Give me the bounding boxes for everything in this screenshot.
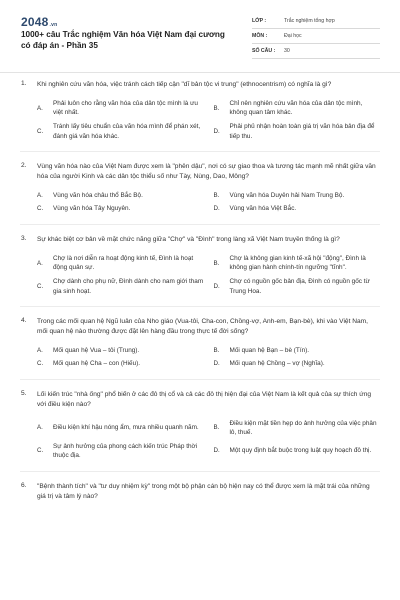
option-text: Phải phủ nhận hoàn toàn giá trị văn hóa bản địa để tiếp thu.: [229, 122, 375, 140]
answer-option[interactable]: [37, 440, 204, 463]
answer-option[interactable]: [37, 189, 204, 203]
option-letter: D.: [213, 447, 220, 455]
meta-row-class: [252, 14, 380, 29]
option-letter: C.: [37, 447, 44, 455]
answer-options: [37, 97, 380, 143]
answer-option[interactable]: [214, 97, 381, 120]
option-letter: C.: [37, 127, 44, 135]
option-letter: C.: [37, 282, 44, 290]
question-number: 2.: [21, 162, 27, 170]
question-text: Lối kiến trúc "nhà ống" phổ biến ở các đô thị cổ và cả các đô thị hiện đại của Việt Nam là kết quả của sự thích ứng với điều kiện nào?: [37, 390, 372, 408]
option-text: Chợ là nơi diễn ra hoạt động kinh tế, Đình là hoạt động quản sự.: [53, 254, 194, 272]
question-text: Vùng văn hóa nào của Việt Nam được xem là "phên dậu", nơi có sự giao thoa và tương tác mạnh mẽ nhất giữa văn hóa của người Kinh và các dân tộc thiểu số như Tày, Nùng, Dao, Mông?: [37, 163, 376, 180]
answer-option[interactable]: [37, 417, 204, 440]
answer-option[interactable]: [214, 120, 381, 143]
question: [0, 390, 400, 463]
answer-option[interactable]: [37, 202, 204, 216]
option-letter: D.: [213, 205, 220, 213]
meta-row-count: [252, 44, 380, 59]
option-text: Tránh lấy tiêu chuẩn của văn hóa mình để phán xét, đánh giá văn hóa khác.: [53, 122, 201, 140]
answer-options: [37, 189, 380, 216]
option-text: Vùng văn hóa Tây Nguyên.: [53, 205, 131, 213]
answer-option[interactable]: [214, 252, 381, 275]
meta-value: Đại học: [284, 33, 302, 39]
question-text: Trong các mối quan hệ Ngũ luân của Nho giáo (Vua-tôi, Cha-con, Chồng-vợ, Anh-em, Bạn-bè), khi vào Việt Nam, mối quan hệ nào thường được đặt lên hàng đầu trong thực tế đời sống?: [37, 318, 369, 335]
option-letter: D.: [213, 360, 220, 368]
question-divider: [20, 151, 380, 152]
option-text: Vùng văn hóa Duyên hải Nam Trung Bộ.: [229, 191, 345, 199]
question-list: [0, 80, 400, 501]
question-divider: [20, 306, 380, 307]
option-text: Điều kiện khí hậu nóng ẩm, mưa nhiều quanh năm.: [53, 424, 199, 432]
option-letter: C.: [37, 205, 44, 213]
question-divider: [20, 224, 380, 225]
option-text: Sự ảnh hưởng của phong cách kiến trúc Pháp thời thuộc địa.: [53, 442, 198, 460]
logo-text: 2048: [21, 15, 49, 29]
option-text: Mối quan hệ Cha – con (Hiếu).: [53, 360, 141, 368]
option-text: Một quy định bắt buộc trong luật quy hoạch đô thị.: [229, 447, 372, 455]
question-number: 5.: [21, 389, 27, 397]
document-title: 1000+ câu Trắc nghiệm Văn hóa Việt Nam đại cương có đáp án - Phần 35: [21, 30, 225, 50]
option-text: Vùng văn hóa Việt Bắc.: [229, 205, 297, 213]
answer-options: [37, 417, 380, 463]
question-number: 6.: [21, 481, 27, 489]
answer-options: [37, 252, 380, 298]
option-letter: A.: [37, 424, 43, 432]
answer-option[interactable]: [37, 275, 204, 298]
option-letter: D.: [213, 127, 220, 135]
option-letter: B.: [213, 424, 220, 432]
option-text: Vùng văn hóa châu thổ Bắc Bộ.: [53, 191, 143, 199]
option-text: Chợ là không gian kinh tế-xã hội "động", Đình là không gian hành chính-tín ngưỡng "tĩnh".: [229, 254, 366, 272]
question: [0, 235, 400, 298]
option-text: Điều kiện mặt tiền hẹp do ảnh hưởng của việc phân lô, thuế.: [229, 419, 377, 437]
question-text: "Bệnh thành tích" và "tư duy nhiệm kỳ" trong một bộ phận cán bộ hiện nay có thể được xem là mặt trái của những giá trị và tâm lý nào?: [37, 482, 370, 500]
question: [0, 317, 400, 371]
meta-label: MÔN :: [252, 33, 268, 39]
option-letter: B.: [213, 259, 220, 267]
answer-option[interactable]: [214, 189, 381, 203]
question: [0, 80, 400, 143]
answer-options: [37, 344, 380, 371]
question-divider: [20, 379, 380, 380]
option-text: Chợ dành cho phụ nữ, Đình dành cho nam giới tham gia sinh hoạt.: [53, 277, 204, 295]
option-letter: A.: [37, 191, 43, 199]
logo-suffix: .vn: [49, 22, 58, 28]
answer-option[interactable]: [37, 120, 204, 143]
answer-option[interactable]: [37, 344, 204, 358]
question: [0, 482, 400, 502]
answer-option[interactable]: [214, 275, 381, 298]
meta-value: Trắc nghiệm tổng hợp: [284, 18, 335, 24]
answer-option[interactable]: [214, 344, 381, 358]
option-letter: A.: [37, 104, 43, 112]
option-text: Mối quan hệ Chồng – vợ (Nghĩa).: [229, 360, 325, 368]
option-letter: B.: [213, 104, 220, 112]
option-text: Mối quan hệ Vua – tôi (Trung).: [53, 346, 140, 354]
question-text: Sự khác biệt cơ bản về mặt chức năng giữa "Chợ" và "Đình" trong làng xã Việt Nam truyền thống là gì?: [37, 235, 340, 243]
option-text: Chỉ nên nghiên cứu văn hóa của dân tộc mình, không quan tâm khác.: [229, 99, 363, 117]
answer-option[interactable]: [37, 357, 204, 371]
question-divider: [20, 471, 380, 472]
answer-option[interactable]: [214, 417, 381, 440]
option-text: Mối quan hệ Bạn – bè (Tín).: [229, 346, 310, 354]
question-number: 4.: [21, 317, 27, 325]
header-divider: [0, 72, 400, 73]
meta-label: LỚP :: [252, 18, 267, 24]
question: [0, 162, 400, 216]
document-header: [0, 0, 400, 68]
option-letter: A.: [37, 259, 43, 267]
question-number: 3.: [21, 234, 27, 242]
answer-option[interactable]: [214, 440, 381, 463]
option-letter: D.: [213, 282, 220, 290]
meta-row-subject: [252, 29, 380, 44]
answer-option[interactable]: [37, 97, 204, 120]
meta-label: SỐ CÂU :: [252, 48, 276, 54]
meta-value: 30: [284, 48, 290, 54]
site-logo[interactable]: [21, 15, 57, 29]
answer-option[interactable]: [214, 202, 381, 216]
option-letter: B.: [213, 191, 220, 199]
option-letter: C.: [37, 360, 44, 368]
answer-option[interactable]: [37, 252, 204, 275]
option-text: Phải luôn cho rằng văn hóa của dân tộc mình là ưu việt nhất.: [53, 99, 198, 117]
option-text: Chợ có nguồn gốc bản địa, Đình có nguồn gốc từ Trung Hoa.: [229, 277, 370, 295]
document-meta: [252, 14, 380, 59]
option-letter: B.: [213, 346, 220, 354]
option-letter: A.: [37, 346, 43, 354]
question-text: Khi nghiên cứu văn hóa, việc tránh cách tiếp cận "dĩ bản tộc vi trung" (ethnocentrism) có nghĩa là gì?: [37, 81, 332, 88]
answer-option[interactable]: [214, 357, 381, 371]
question-number: 1.: [21, 80, 27, 87]
